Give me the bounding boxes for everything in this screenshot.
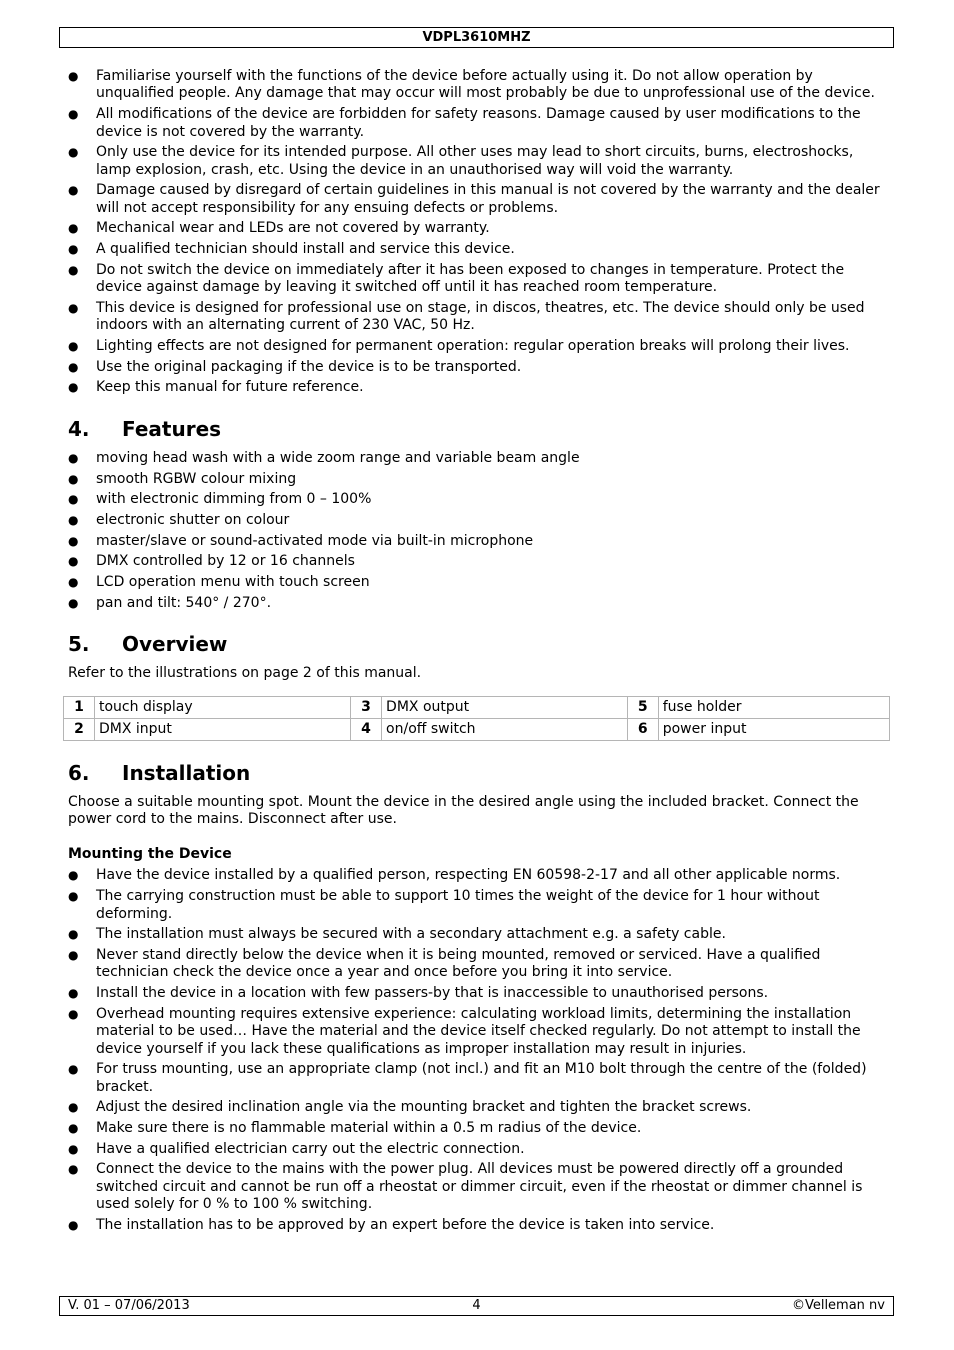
- list-item: ● Mechanical wear and LEDs are not covered by warranty.: [68, 220, 490, 237]
- list-item: ● This device is designed for professional use on stage, in discos, theatres, etc. The device should only be used indoors with an alternating current of 230 VAC, 50 Hz.: [68, 299, 865, 334]
- bullet-icon: ●: [68, 595, 79, 610]
- item-number: 5: [627, 696, 658, 718]
- bullet-icon: ●: [68, 262, 79, 277]
- bullet-icon: ●: [68, 69, 79, 83]
- item-label: touch display: [95, 696, 351, 718]
- list-item: ● DMX controlled by 12 or 16 channels: [68, 553, 355, 570]
- bullet-icon: ●: [68, 183, 79, 198]
- features-list: [68, 450, 888, 612]
- table-row: [64, 718, 890, 740]
- list-item: ● Install the device in a location with few passers-by that is inaccessible to unauthorised persons.: [68, 985, 769, 1002]
- bullet-icon: ●: [68, 927, 79, 942]
- bullet-icon: ●: [68, 1062, 79, 1077]
- installation-heading: [68, 761, 888, 785]
- list-item: ● Adjust the desired inclination angle via the mounting bracket and tighten the bracket screws.: [68, 1099, 752, 1116]
- bullet-icon: ●: [68, 1006, 79, 1021]
- bullet-icon: ●: [68, 1162, 79, 1177]
- document-footer: [59, 1296, 894, 1316]
- item-label: on/off switch: [382, 718, 628, 740]
- bullet-icon: ●: [68, 1121, 79, 1136]
- bullet-icon: ●: [68, 300, 79, 315]
- section-title: Installation: [122, 760, 251, 785]
- list-item: ● Have a qualified electrician carry out the electric connection.: [68, 1140, 525, 1157]
- list-item: ● The installation must always be secured with a secondary attachment e.g. a safety cable.: [68, 926, 726, 943]
- bullet-icon: ●: [68, 512, 79, 527]
- overview-intro: Refer to the illustrations on page 2 of this manual.: [68, 665, 422, 682]
- bullet-icon: ●: [68, 450, 79, 465]
- bullet-icon: ●: [68, 575, 79, 590]
- list-item: ● with electronic dimming from 0 – 100%: [68, 491, 372, 508]
- list-item: ● moving head wash with a wide zoom range and variable beam angle: [68, 449, 580, 466]
- list-item: ● electronic shutter on colour: [68, 511, 290, 528]
- bullet-icon: ●: [68, 1100, 79, 1115]
- section-number: 6.: [68, 760, 90, 785]
- header-title: VDPL3610MHZ: [422, 30, 531, 45]
- list-item: ● smooth RGBW colour mixing: [68, 470, 297, 487]
- mounting-list: [68, 867, 888, 1234]
- overview-heading: [68, 632, 888, 656]
- bullet-icon: ●: [68, 107, 79, 122]
- item-label: DMX input: [95, 718, 351, 740]
- bullet-icon: ●: [68, 492, 79, 507]
- safety-list: [68, 68, 888, 397]
- bullet-icon: ●: [68, 889, 79, 904]
- item-label: power input: [658, 718, 889, 740]
- bullet-icon: ●: [68, 868, 79, 883]
- table-row: [64, 696, 890, 718]
- page-content: [68, 68, 888, 1238]
- item-label: DMX output: [382, 696, 628, 718]
- list-item: ● Make sure there is no flammable material within a 0.5 m radius of the device.: [68, 1120, 642, 1137]
- list-item: ● Have the device installed by a qualified person, respecting EN 60598-2-17 and all other applicable norms.: [68, 867, 841, 884]
- list-item: ● Keep this manual for future reference.: [68, 379, 364, 396]
- item-number: 6: [627, 718, 658, 740]
- list-item: ● A qualified technician should install and service this device.: [68, 241, 515, 258]
- footer-version: V. 01 – 07/06/2013: [68, 1298, 190, 1313]
- list-item: ● master/slave or sound-activated mode via built-in microphone: [68, 532, 534, 549]
- bullet-icon: ●: [68, 471, 79, 486]
- list-item: ● pan and tilt: 540° / 270°.: [68, 594, 272, 611]
- list-item: ● Connect the device to the mains with the power plug. All devices must be powered directly off a grounded switched circuit and cannot be run off a rheostat or dimmer circuit, even if the rheostat or dimmer channel is used solely for 0 % to 100 % switching.: [68, 1161, 863, 1213]
- bullet-icon: ●: [68, 145, 79, 160]
- item-label: fuse holder: [658, 696, 889, 718]
- item-number: 4: [351, 718, 382, 740]
- list-item: ● Never stand directly below the device when it is being mounted, removed or serviced. Have a qualified technician check the device once a year and once before you bring it into service.: [68, 946, 821, 981]
- list-item: ● Damage caused by disregard of certain guidelines in this manual is not covered by the warranty and the dealer will not accept responsibility for any ensuing defects or problems.: [68, 182, 880, 216]
- bullet-icon: ●: [68, 986, 79, 1001]
- list-item: ● For truss mounting, use an appropriate clamp (not incl.) and fit an M10 bolt through the centre of the (folded) bracket.: [68, 1061, 867, 1095]
- bullet-icon: ●: [68, 554, 79, 569]
- item-number: 2: [64, 718, 95, 740]
- bullet-icon: ●: [68, 947, 79, 962]
- document-header: [59, 27, 894, 48]
- list-item: ● Familiarise yourself with the functions of the device before actually using it. Do not allow operation by unqualified people. Any damage that may occur will most probably be due to unprofessional use of the device.: [68, 68, 875, 102]
- footer-copyright: ©Velleman nv: [791, 1298, 885, 1313]
- list-item: ● Only use the device for its intended purpose. All other uses may lead to short circuits, burns, electroshocks, lamp explosion, crash, etc. Using the device in an unauthorised way will void the warranty.: [68, 144, 854, 178]
- list-item: ● Use the original packaging if the device is to be transported.: [68, 358, 522, 375]
- bullet-icon: ●: [68, 339, 79, 354]
- list-item: ● Do not switch the device on immediately after it has been exposed to changes in temperature. Protect the device against damage by leaving it switched off until it has reached room temperature.: [68, 261, 845, 296]
- list-item: ● The carrying construction must be able to support 10 times the weight of the device for 1 hour without deforming.: [68, 888, 820, 922]
- list-item: ● LCD operation menu with touch screen: [68, 574, 370, 591]
- overview-table: [63, 696, 890, 741]
- bullet-icon: ●: [68, 221, 79, 236]
- footer-page-number: 4: [472, 1298, 481, 1313]
- item-number: 3: [351, 696, 382, 718]
- list-item: ● Lighting effects are not designed for permanent operation: regular operation breaks will prolong their lives.: [68, 338, 850, 355]
- section-number: 4.: [68, 416, 90, 441]
- section-number: 5.: [68, 632, 90, 657]
- mounting-subheading: Mounting the Device: [68, 846, 232, 863]
- bullet-icon: ●: [68, 533, 79, 548]
- bullet-icon: ●: [68, 380, 79, 395]
- installation-intro: Choose a suitable mounting spot. Mount the device in the desired angle using the included bracket. Connect the power cord to the mains. Disconnect after use.: [68, 793, 859, 828]
- bullet-icon: ●: [68, 1141, 79, 1156]
- section-title: Features: [122, 416, 222, 441]
- bullet-icon: ●: [68, 242, 79, 257]
- features-heading: [68, 417, 888, 441]
- list-item: ● The installation has to be approved by an expert before the device is taken into service.: [68, 1217, 715, 1233]
- bullet-icon: ●: [68, 1218, 79, 1232]
- bullet-icon: ●: [68, 359, 79, 374]
- item-number: 1: [64, 696, 95, 718]
- section-title: Overview: [122, 632, 228, 657]
- list-item: ● Overhead mounting requires extensive experience: calculating workload limits, determining the installation material to be used… Have the material and the device itself checked regularly. Do not attempt to install the device yourself if you lack these qualifications as improper installation may result in injuries.: [68, 1005, 861, 1057]
- list-item: ● All modifications of the device are forbidden for safety reasons. Damage caused by user modifications to the device is not covered by the warranty.: [68, 106, 861, 140]
